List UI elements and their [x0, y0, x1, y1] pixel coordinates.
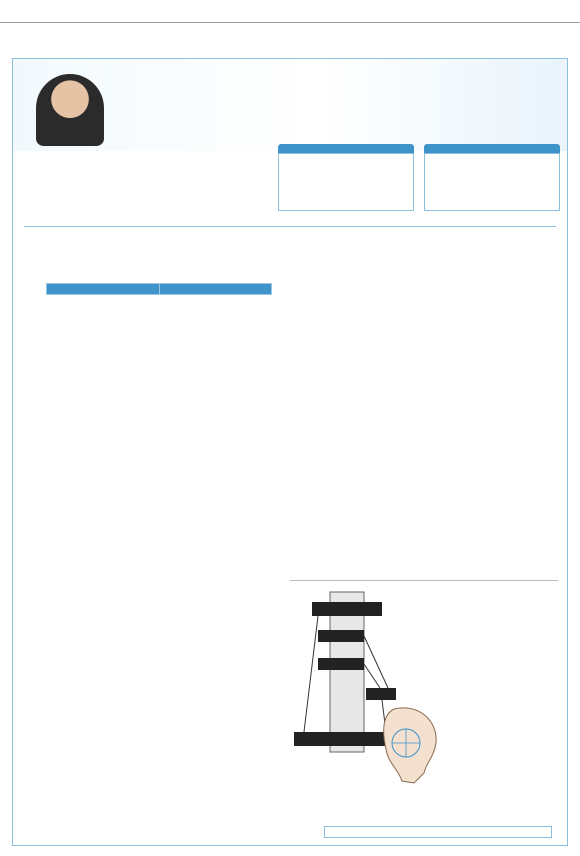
editorial-note	[324, 826, 552, 838]
table-of-contents	[278, 144, 560, 216]
disease-table	[46, 283, 272, 295]
author-photo	[36, 74, 104, 146]
toc-part1-title	[278, 144, 414, 153]
top-bar	[0, 0, 580, 23]
spine-diagram	[290, 268, 562, 526]
toc-part2-title	[424, 144, 560, 153]
toc-part1-list	[278, 153, 414, 211]
face-profile-illustration	[374, 703, 444, 785]
divider	[24, 226, 556, 227]
table-header	[159, 284, 272, 295]
divider	[290, 580, 558, 581]
table-header	[47, 284, 160, 295]
toc-part2	[424, 144, 560, 211]
toc-part2-list	[424, 153, 560, 211]
toc-part1	[278, 144, 414, 211]
